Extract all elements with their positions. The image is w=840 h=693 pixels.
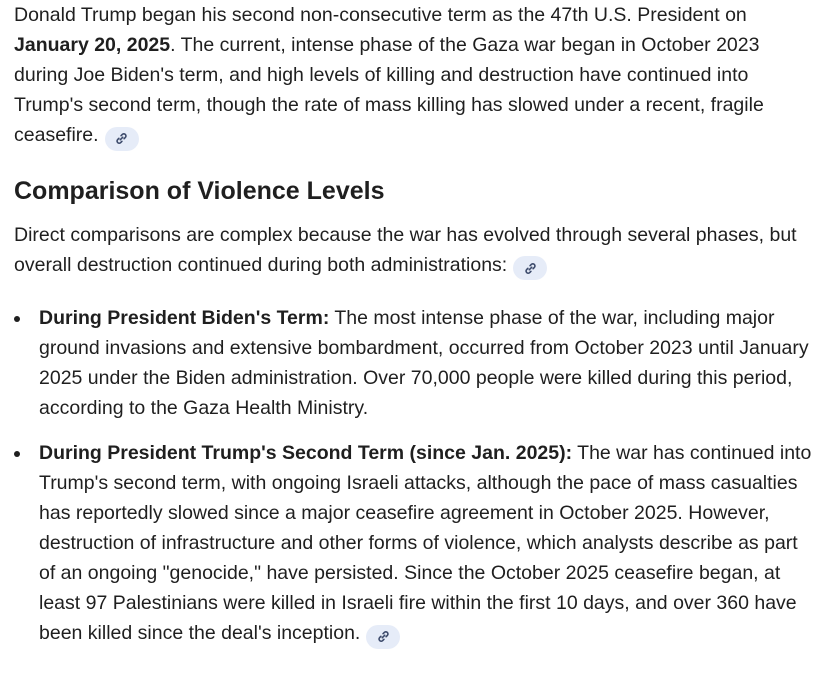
link-icon <box>115 132 128 145</box>
list-item-label: During President Trump's Second Term (since Jan. 2025): <box>39 442 573 464</box>
source-link-chip[interactable] <box>366 625 400 649</box>
list-item-text: The most intense phase of the war, including major ground invasions and extensive bombardment, occurred from October 2023 until January 2025 under the Biden administration. Over 70,000 people were killed during this period, according to the Gaza Health Ministry. <box>39 307 809 419</box>
list-item-biden <box>14 303 814 423</box>
link-icon <box>524 262 537 275</box>
comparison-list <box>14 303 814 649</box>
intro-text-after: . The current, intense phase of the Gaza war began in October 2023 during Joe Biden's term, and high levels of killing and destruction have continued into Trump's second term, though the rate of mass killing has slowed under a recent, fragile ceasefire. <box>14 34 764 146</box>
list-item-label: During President Biden's Term: <box>39 307 330 329</box>
bullet-dot <box>14 316 20 322</box>
intro-text-before: Donald Trump began his second non-consecutive term as the 47th U.S. President on <box>14 4 747 26</box>
section-lead-paragraph <box>14 220 814 281</box>
section-lead-text: Direct comparisons are complex because the war has evolved through several phases, but overall destruction continued during both administrations: <box>14 223 797 276</box>
intro-bold-date: January 20, 2025 <box>14 34 171 56</box>
list-item-text: The war has continued into Trump's second term, with ongoing Israeli attacks, although the pace of mass casualties has reportedly slowed since a major ceasefire agreement in October 2025. However, destruction of infrastructure and other forms of violence, which analysts describe as part of an ongoing "genocide," have persisted. Since the October 2025 ceasefire began, at least 97 Palestinians were killed in Israeli fire within the first 10 days, and over 360 have been killed since the deal's inception. <box>39 442 812 644</box>
link-icon <box>377 630 390 643</box>
list-item-trump <box>14 438 814 649</box>
section-heading: Comparison of Violence Levels <box>14 176 385 205</box>
source-link-chip[interactable] <box>513 256 547 280</box>
bullet-dot <box>14 451 20 457</box>
intro-paragraph <box>14 0 814 151</box>
source-link-chip[interactable] <box>105 127 139 151</box>
